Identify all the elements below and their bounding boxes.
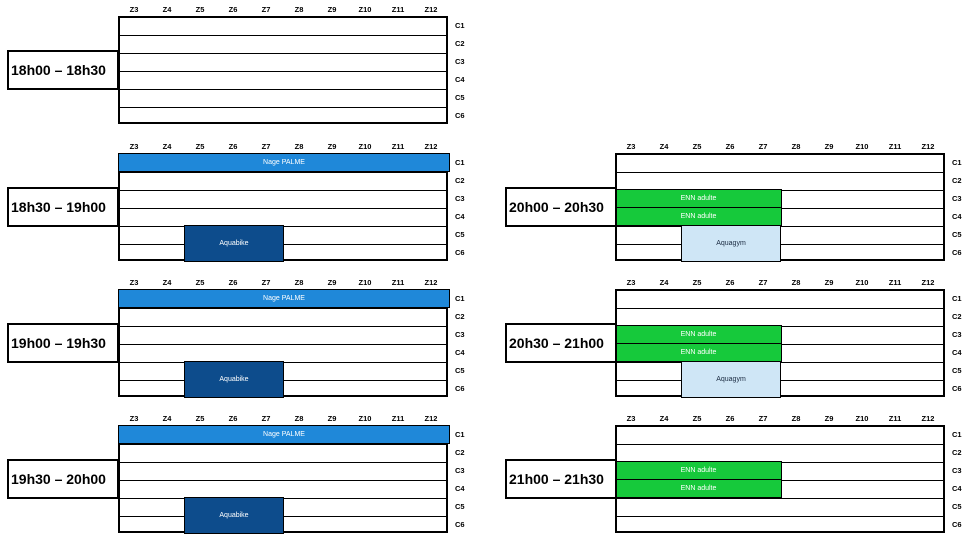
zone-header (118, 4, 458, 16)
schedule-panel (118, 413, 465, 549)
zone-label: Z11 (391, 142, 405, 151)
zone-label: Z7 (261, 5, 271, 14)
lane-row (120, 309, 446, 327)
zone-label: Z3 (626, 414, 636, 423)
aquabike-block: Aquabike (184, 497, 284, 534)
zone-label: Z12 (424, 414, 438, 423)
zone-label: Z7 (261, 278, 271, 287)
lane-label: C5 (455, 366, 465, 375)
zone-label: Z4 (162, 142, 172, 151)
lane-label: C2 (952, 176, 962, 185)
zone-header (118, 141, 458, 153)
zone-label: Z5 (195, 278, 205, 287)
lane-label: C3 (455, 57, 465, 66)
pool-grid (615, 153, 945, 261)
time-slot-label: 20h30 – 21h00 (505, 323, 617, 363)
lane-row (120, 72, 446, 90)
zone-label: Z3 (626, 142, 636, 151)
zone-label: Z7 (758, 278, 768, 287)
lane-label: C6 (455, 520, 465, 529)
zone-label: Z12 (424, 142, 438, 151)
zone-header (615, 413, 955, 425)
pool-grid (615, 425, 945, 533)
zone-label: Z4 (162, 278, 172, 287)
schedule-panel (615, 413, 962, 549)
lane-label: C1 (455, 158, 465, 167)
lane-label: C4 (455, 348, 465, 357)
lane-row (120, 173, 446, 191)
lane-row (617, 427, 943, 445)
zone-label: Z6 (228, 278, 238, 287)
zone-label: Z10 (855, 278, 869, 287)
zone-label: Z7 (261, 414, 271, 423)
time-slot-label: 20h00 – 20h30 (505, 187, 617, 227)
zone-label: Z12 (424, 278, 438, 287)
time-slot-label: 18h30 – 19h00 (7, 187, 119, 227)
zone-label: Z6 (228, 142, 238, 151)
zone-label: Z8 (294, 5, 304, 14)
enn-adulte-block: ENN adulte (615, 325, 782, 344)
lane-label: C3 (455, 194, 465, 203)
schedule-panel (118, 4, 465, 140)
zone-label: Z8 (294, 278, 304, 287)
zone-label: Z4 (162, 414, 172, 423)
lane-label: C4 (455, 75, 465, 84)
zone-label: Z4 (659, 278, 669, 287)
lane-label: C2 (455, 312, 465, 321)
lane-label: C1 (952, 294, 962, 303)
nage-palme-block: Nage PALME (118, 425, 450, 444)
aquagym-block: Aquagym (681, 225, 781, 262)
lane-label: C2 (455, 176, 465, 185)
pool-grid (118, 16, 448, 124)
zone-label: Z3 (129, 278, 139, 287)
zone-label: Z9 (824, 142, 834, 151)
zone-label: Z11 (888, 414, 902, 423)
zone-label: Z7 (261, 142, 271, 151)
lane-label: C1 (952, 430, 962, 439)
pool-grid (118, 289, 448, 397)
zone-label: Z4 (659, 414, 669, 423)
zone-label: Z10 (358, 414, 372, 423)
lane-row (617, 499, 943, 517)
aquabike-block: Aquabike (184, 361, 284, 398)
zone-label: Z5 (195, 142, 205, 151)
lane-label: C4 (952, 348, 962, 357)
lane-label: C4 (455, 484, 465, 493)
lane-label: C3 (952, 466, 962, 475)
zone-label: Z10 (358, 142, 372, 151)
pool-grid (615, 289, 945, 397)
pool-grid (118, 425, 448, 533)
lane-row (120, 54, 446, 72)
lane-label: C5 (455, 502, 465, 511)
aquabike-block: Aquabike (184, 225, 284, 262)
lane-label: C6 (952, 520, 962, 529)
zone-label: Z9 (327, 142, 337, 151)
time-slot-label: 18h00 – 18h30 (7, 50, 119, 90)
lane-row (617, 155, 943, 173)
zone-label: Z10 (855, 414, 869, 423)
lane-label: C1 (455, 21, 465, 30)
zone-label: Z3 (129, 414, 139, 423)
zone-label: Z6 (725, 142, 735, 151)
zone-label: Z5 (195, 5, 205, 14)
enn-adulte-block: ENN adulte (615, 189, 782, 208)
zone-label: Z5 (692, 278, 702, 287)
time-slot-label: 19h30 – 20h00 (7, 459, 119, 499)
lane-label: C4 (952, 212, 962, 221)
nage-palme-block: Nage PALME (118, 289, 450, 308)
zone-label: Z4 (162, 5, 172, 14)
schedule-panel (118, 277, 465, 413)
lane-row (120, 463, 446, 481)
lane-row (120, 36, 446, 54)
pool-grid (118, 153, 448, 261)
zone-label: Z8 (294, 414, 304, 423)
zone-label: Z12 (921, 278, 935, 287)
zone-header (118, 413, 458, 425)
zone-label: Z11 (391, 414, 405, 423)
lane-row (120, 327, 446, 345)
schedule-panel (615, 141, 962, 277)
lane-label: C3 (952, 330, 962, 339)
zone-label: Z3 (129, 5, 139, 14)
lane-label: C1 (455, 430, 465, 439)
zone-label: Z11 (391, 278, 405, 287)
lane-label: C2 (455, 39, 465, 48)
lane-label: C4 (952, 484, 962, 493)
zone-label: Z4 (659, 142, 669, 151)
lane-label: C3 (455, 330, 465, 339)
lane-label: C5 (952, 366, 962, 375)
zone-label: Z9 (327, 5, 337, 14)
enn-adulte-block: ENN adulte (615, 461, 782, 480)
lane-label: C6 (952, 248, 962, 257)
zone-label: Z6 (228, 5, 238, 14)
time-slot-label: 21h00 – 21h30 (505, 459, 617, 499)
zone-label: Z7 (758, 414, 768, 423)
zone-label: Z10 (358, 5, 372, 14)
zone-label: Z8 (294, 142, 304, 151)
lane-label: C1 (952, 158, 962, 167)
lane-row (120, 90, 446, 108)
enn-adulte-block: ENN adulte (615, 479, 782, 498)
zone-header (118, 277, 458, 289)
zone-label: Z12 (921, 142, 935, 151)
zone-label: Z11 (888, 278, 902, 287)
aquagym-block: Aquagym (681, 361, 781, 398)
enn-adulte-block: ENN adulte (615, 207, 782, 226)
lane-label: C5 (455, 93, 465, 102)
lane-label: C6 (455, 384, 465, 393)
schedule-panel (615, 277, 962, 413)
lane-label: C3 (455, 466, 465, 475)
lane-label: C6 (952, 384, 962, 393)
lane-label: C5 (455, 230, 465, 239)
lane-label: C1 (455, 294, 465, 303)
zone-label: Z9 (327, 414, 337, 423)
zone-label: Z6 (725, 278, 735, 287)
zone-header (615, 141, 955, 153)
lane-label: C5 (952, 230, 962, 239)
lane-row (120, 445, 446, 463)
zone-header (615, 277, 955, 289)
lane-row (617, 517, 943, 535)
lane-label: C3 (952, 194, 962, 203)
zone-label: Z3 (129, 142, 139, 151)
schedule-panel (118, 141, 465, 277)
nage-palme-block: Nage PALME (118, 153, 450, 172)
lane-label: C6 (455, 248, 465, 257)
lane-row (120, 191, 446, 209)
zone-label: Z3 (626, 278, 636, 287)
zone-label: Z8 (791, 278, 801, 287)
zone-label: Z5 (195, 414, 205, 423)
zone-label: Z5 (692, 142, 702, 151)
zone-label: Z10 (855, 142, 869, 151)
time-slot-label: 19h00 – 19h30 (7, 323, 119, 363)
zone-label: Z6 (725, 414, 735, 423)
zone-label: Z12 (424, 5, 438, 14)
zone-label: Z8 (791, 142, 801, 151)
lane-row (617, 291, 943, 309)
zone-label: Z9 (824, 414, 834, 423)
lane-row (120, 18, 446, 36)
zone-label: Z5 (692, 414, 702, 423)
lane-label: C2 (952, 448, 962, 457)
zone-label: Z9 (824, 278, 834, 287)
lane-label: C2 (455, 448, 465, 457)
zone-label: Z7 (758, 142, 768, 151)
zone-label: Z6 (228, 414, 238, 423)
zone-label: Z11 (391, 5, 405, 14)
lane-label: C6 (455, 111, 465, 120)
zone-label: Z12 (921, 414, 935, 423)
lane-label: C5 (952, 502, 962, 511)
enn-adulte-block: ENN adulte (615, 343, 782, 362)
lane-label: C2 (952, 312, 962, 321)
zone-label: Z10 (358, 278, 372, 287)
zone-label: Z11 (888, 142, 902, 151)
lane-row (120, 108, 446, 126)
zone-label: Z9 (327, 278, 337, 287)
lane-label: C4 (455, 212, 465, 221)
zone-label: Z8 (791, 414, 801, 423)
